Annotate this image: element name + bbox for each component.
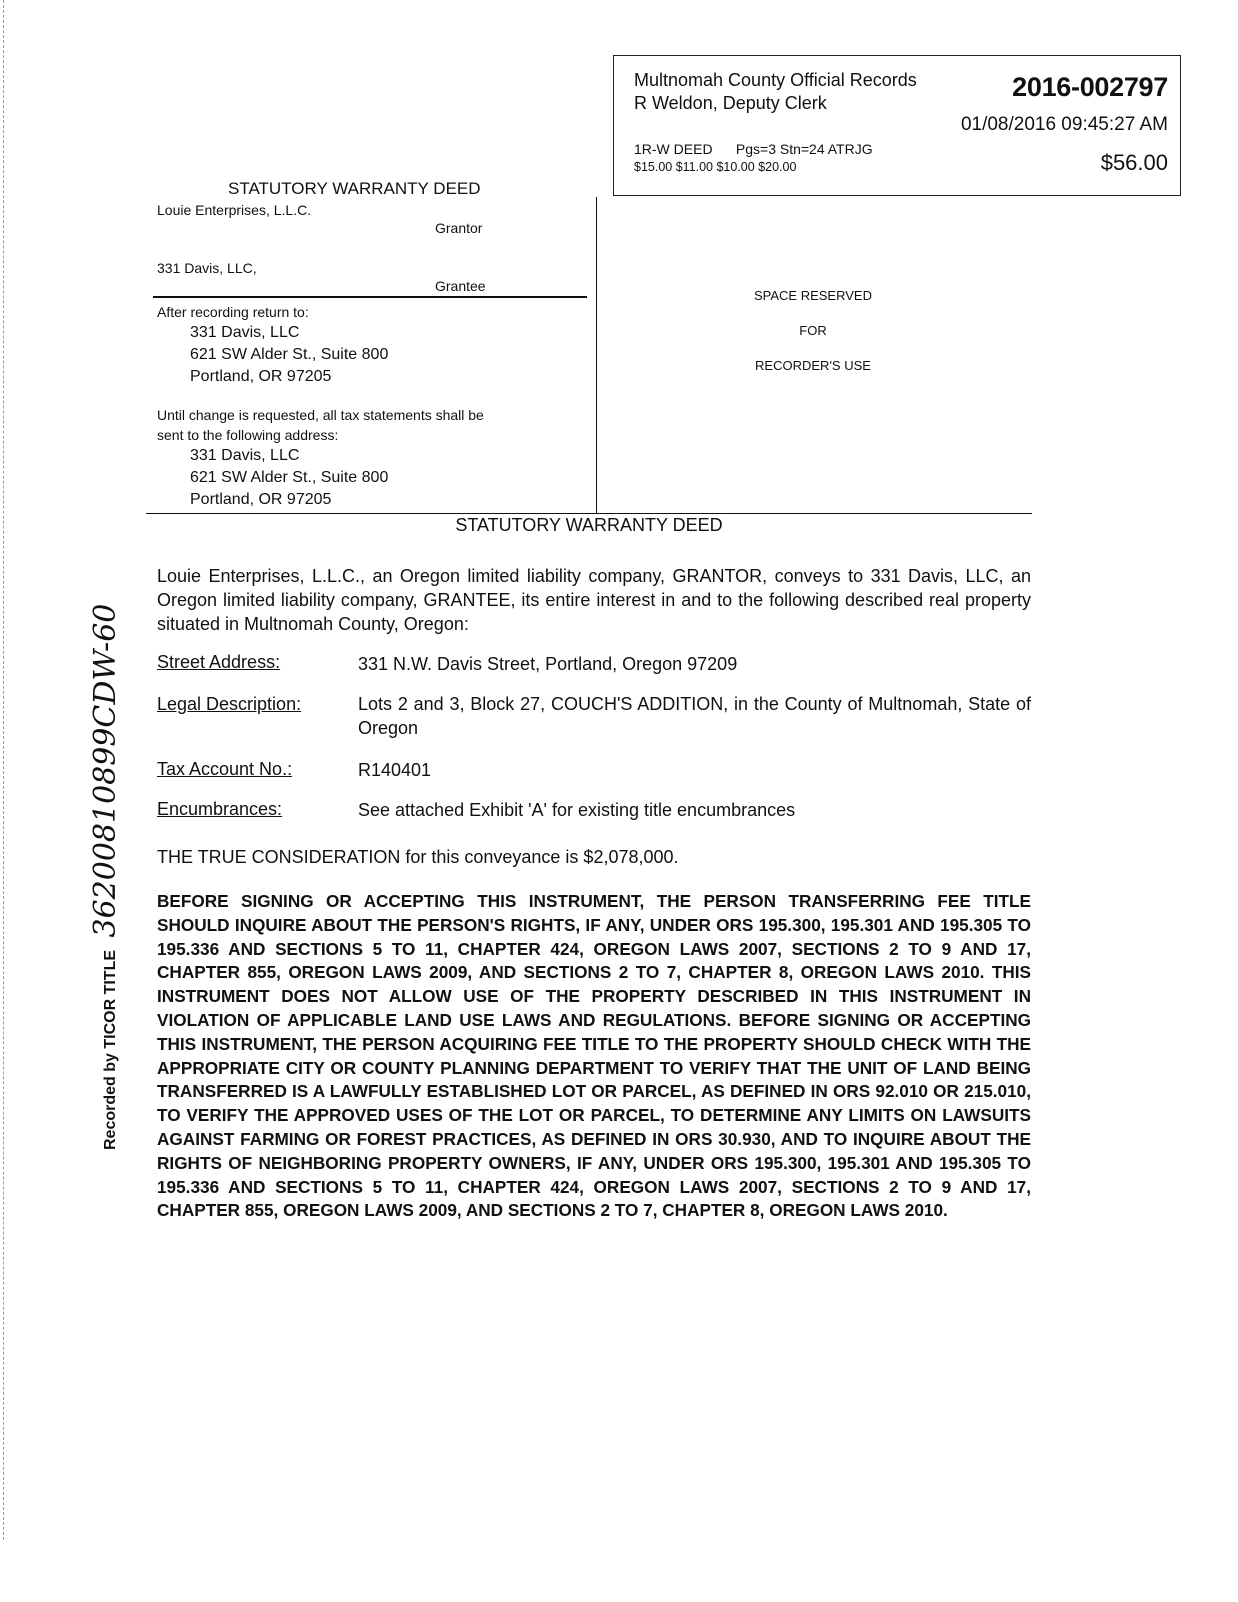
street-address-label: Street Address: [157, 652, 281, 672]
tax-account-value: R140401 [358, 760, 432, 780]
recorded-by-label: Recorded by TICOR TITLE [102, 949, 119, 1150]
header-title: STATUTORY WARRANTY DEED [228, 179, 481, 198]
recording-fee: $56.00 [1100, 150, 1168, 175]
body-divider [146, 513, 1032, 514]
return-label: After recording return to: [157, 304, 309, 320]
true-consideration: THE TRUE CONSIDERATION for this conveyance is $2,078,000. [157, 847, 679, 867]
recorder-reserved-space [630, 278, 996, 383]
grantee-role: Grantee [435, 278, 486, 294]
tax-street: 621 SW Alder St., Suite 800 [190, 469, 389, 486]
tax-name: 331 Davis, LLC [190, 447, 300, 464]
statutory-notice: BEFORE SIGNING OR ACCEPTING THIS INSTRUMENT, THE PERSON TRANSFERRING FEE TITLE SHOULD INQUIRE ABOUT THE PERSON'S RIGHTS, IF ANY, UNDER ORS 195.300, 195.301 AND 195.305 TO 195.336 AND SECTIONS 5 TO 11, CHAPTER 424, OREGON LAWS 2007, SECTIONS 2 TO 9 AND 17, CHAPTER 855, OREGON LAWS 2009, AND SECTIONS 2 TO 7, CHAPTER 8, OREGON LAWS 2010. THIS INSTRUMENT DOES NOT ALLOW USE OF THE PROPERTY DESCRIBED IN THIS INSTRUMENT IN VIOLATION OF APPLICABLE LAND USE LAWS AND REGULATIONS. BEFORE SIGNING OR ACCEPTING THIS INSTRUMENT, THE PERSON ACQUIRING FEE TITLE TO THE PROPERTY SHOULD CHECK WITH THE APPROPRIATE CITY OR COUNTY PLANNING DEPARTMENT TO VERIFY THAT THE UNIT OF LAND BEING TRANSFERRED IS A LAWFULLY ESTABLISHED LOT OR PARCEL, AS DEFINED IN ORS 92.010 OR 215.010, TO VERIFY THE APPROVED USES OF THE LOT OR PARCEL, TO DETERMINE ANY LIMITS ON LAWSUITS AGAINST FARMING OR FOREST PRACTICES, AS DEFINED IN ORS 30.930, AND TO INQUIRE ABOUT THE RIGHTS OF NEIGHBORING PROPERTY OWNERS, IF ANY, UNDER ORS 195.300, 195.301 AND 195.305 TO 195.336 AND SECTIONS 5 TO 11, CHAPTER 424, OREGON LAWS 2007, SECTIONS 2 TO 9 AND 17, CHAPTER 855, OREGON LAWS 2009, AND SECTIONS 2 TO 7, CHAPTER 8, OREGON LAWS 2010. [157, 891, 1031, 1221]
encumbrances-label: Encumbrances: [157, 799, 283, 819]
grantor-name: Louie Enterprises, L.L.C. [157, 202, 312, 218]
tax-label-line1: Until change is requested, all tax statements shall be [157, 407, 484, 423]
street-address-value: 331 N.W. Davis Street, Portland, Oregon 97209 [358, 654, 738, 674]
header-vertical-divider [596, 197, 597, 514]
recording-code-line2: $15.00 $11.00 $10.00 $20.00 [634, 160, 797, 174]
tax-account-label: Tax Account No.: [157, 759, 293, 779]
return-address-block [157, 302, 388, 388]
tax-city: Portland, OR 97205 [190, 491, 332, 508]
recording-office-line1: Multnomah County Official Records [634, 70, 917, 90]
return-city: Portland, OR 97205 [190, 368, 332, 385]
recording-office-line2: R Weldon, Deputy Clerk [634, 93, 827, 113]
reserved-line1: SPACE RESERVED [753, 288, 872, 303]
tax-label-line2: sent to the following address: [157, 427, 339, 443]
recording-office [634, 69, 917, 115]
header-divider [153, 296, 587, 298]
legal-description-value: Lots 2 and 3, Block 27, COUCH'S ADDITION, in the County of Multnomah, State of Oregon [358, 694, 1031, 738]
return-name: 331 Davis, LLC [190, 324, 300, 341]
reserved-line2: FOR [799, 323, 827, 338]
conveyance-paragraph: Louie Enterprises, L.L.C., an Oregon limited liability company, GRANTOR, conveys to 331 Davis, LLC, an Oregon limited liability company, GRANTEE, its entire interest in and to the following described real property situated in Multnomah County, Oregon: [157, 566, 1031, 634]
grantor-role: Grantor [435, 220, 483, 236]
reserved-line3: RECORDER'S USE [755, 358, 871, 373]
recorded-by-sidebar [88, 590, 132, 1150]
scan-edge-rule [3, 0, 4, 1540]
handwritten-order-number: 36200810899CDW-60 [88, 603, 123, 938]
encumbrances-value: See attached Exhibit 'A' for existing title encumbrances [358, 800, 796, 820]
legal-description-label: Legal Description: [157, 694, 302, 714]
recording-codes [634, 140, 873, 176]
recording-datetime: 01/08/2016 09:45:27 AM [960, 114, 1168, 135]
grantee-name: 331 Davis, LLC, [157, 260, 257, 276]
deed-title: STATUTORY WARRANTY DEED [455, 515, 723, 535]
return-street: 621 SW Alder St., Suite 800 [190, 346, 389, 363]
recording-stamp-box [613, 55, 1181, 196]
recording-number: 2016-002797 [1012, 72, 1168, 102]
recording-code-line1: 1R-W DEED Pgs=3 Stn=24 ATRJG [634, 141, 873, 157]
tax-statement-block [157, 405, 484, 511]
